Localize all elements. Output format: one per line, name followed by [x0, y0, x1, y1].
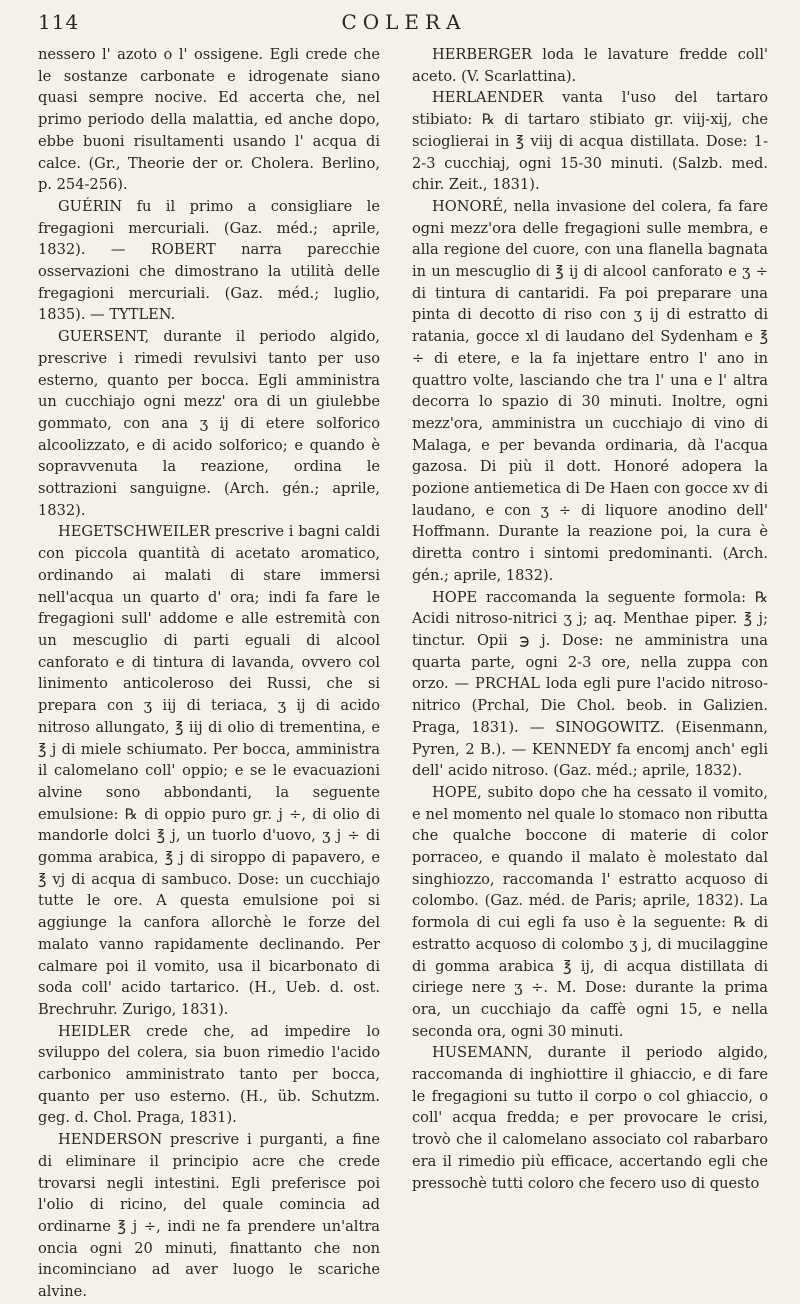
paragraph: GUERSENT, durante il periodo algido, prescrive i rimedi revulsivi tanto per uso esterno, quanto per bocca. Egli amministra un cucchiajo ogni mezz' ora di un giulebbe gommato, con ana ʒ ij di etere solforico alcoolizzato, e di acido solforico; e quando è sopravvenuta la reazione, ordina le sottrazioni sanguigne. (Arch. gén.; aprile, 1832).	[38, 328, 380, 519]
paragraph: HONORÉ, nella invasione del colera, fa fare ogni mezz'ora delle fregagioni sulle membra, e alla regione del cuore, con una flanella bagnata in un mescuglio di ℥ ij di alcool canforato e ʒ ÷ di tintura di cantaridi. Fa poi preparare una pinta di decotto di riso con ʒ ij di estratto di ratania, gocce xl di laudano del Sydenham e ℥ ÷ di etere, e la fa injettare entro l' ano in quattro volte, lasciando che tra l' una e l' altra decorra lo spazio di 30 minuti. Inoltre, ogni mezz'ora, amministra un cucchiajo di vino di Malaga, e per bevanda ordinaria, dà l'acqua gazosa. Di più il dott. Honoré adopera la pozione antiemetica di De Haen con gocce xv di laudano, e con ʒ ÷ di liquore anodino dell' Hoffmann. Durante la reazione poi, la cura è diretta contro i sintomi predominanti. (Arch. gén.; aprile, 1832).	[412, 197, 768, 584]
page-header	[38, 8, 770, 48]
running-head: COLERA	[341, 10, 467, 34]
paragraph: GUÉRIN fu il primo a consigliare le fregagioni mercuriali. (Gaz. méd.; aprile, 1832). — ROBERT narra parecchie osservazioni che dimostrano la utilità delle fregagioni mercuriali. (Gaz. méd.; luglio, 1835). — TYTLEN.	[38, 197, 380, 324]
paragraph: nessero l' azoto o l' ossigene. Egli crede che le sostanze carbonate e idrogenate siano quasi sempre nocive. Ed accerta che, nel primo periodo della malattia, ed anche dopo, ebbe buoni risultamenti usando l' acqua di calce. (Gr., Theorie der or. Cholera. Berlino, p. 254-256).	[38, 46, 380, 194]
paragraph: HEIDLER crede che, ad impedire lo sviluppo del colera, sia buon rimedio l'acido carbonico amministrato tanto per bocca, quanto per uso esterno. (H., üb. Schutzm. geg. d. Chol. Praga, 1831).	[38, 1022, 380, 1127]
left-column	[38, 44, 380, 1303]
paragraph: HOPE, subito dopo che ha cessato il vomito, e nel momento nel quale lo stomaco non ributta che qualche boccone di materie di color porraceo, e quando il malato è molestato dal singhiozzo, raccomanda l' estratto acquoso di colombo. (Gaz. méd. de Paris; aprile, 1832). La formola di cui egli fa uso è la seguente: ℞ di estratto acquoso di colombo ʒ j, di mucilaggine di gomma arabica ℥ ij, di acqua distillata di ciriege nere ʒ ÷. M. Dose: durante la prima ora, un cucchiajo da caffè ogni 15, e nella seconda ora, ogni 30 minuti.	[412, 783, 768, 1040]
paragraph: HUSEMANN, durante il periodo algido, raccomanda di inghiottire il ghiaccio, e di fare le fregagioni su tutto il corpo o col ghiaccio, o coll' acqua fredda; e per provocare le crisi, trovò che il calomelano associato col rabarbaro era il rimedio più efficace, accertando egli che pressochè tutti coloro che fecero uso di questo	[412, 1044, 768, 1192]
paragraph: HOPE raccomanda la seguente formola: ℞ Acidi nitroso-nitrici ʒ j; aq. Menthae piper. ℥ j; tinctur. Opii ℈ j. Dose: ne amministra una quarta parte, ogni 2-3 ore, nella zuppa con orzo. — PRCHAL loda egli pure l'acido nitroso-nitrico (Prchal, Die Chol. beob. in Galizien. Praga, 1831). — SINOGOWITZ. (Eisenmann, Pyren, 2 B.). — KENNEDY fa encomj anch' egli dell' acido nitroso. (Gaz. méd.; aprile, 1832).	[412, 588, 768, 780]
page-number: 114	[38, 10, 80, 34]
paragraph: HERLAENDER vanta l'uso del tartaro stibiato: ℞ di tartaro stibiato gr. viij-xij, che scioglierai in ℥ viij di acqua distillata. Dose: 1-2-3 cucchiaj, ogni 15-30 minuti. (Salzb. med. chir. Zeit., 1831).	[412, 89, 768, 194]
right-column	[412, 44, 768, 1194]
paragraph: HENDERSON prescrive i purganti, a fine di eliminare il principio acre che crede trovarsi negli intestini. Egli preferisce poi l'olio di ricino, del quale comincia ad ordinarne ℥ j ÷, indi ne fa prendere un'altra oncia ogni 20 minuti, finattanto che non incominciano ad aver luogo le scariche alvine.	[38, 1131, 380, 1301]
paragraph: HERBERGER loda le lavature fredde coll' aceto. (V. Scarlattina).	[412, 46, 768, 85]
paragraph: HEGETSCHWEILER prescrive i bagni caldi con piccola quantità di acetato aromatico, ordinando ai malati di stare immersi nell'acqua un quarto d' ora; indi fa fare le fregagioni sull' addome e alle estremità con un mescuglio di parti eguali di alcool canforato e di tintura di lavanda, ovvero col linimento anticoleroso dei Russi, che si prepara con ʒ iij di teriaca, ʒ ij di acido nitroso allungato, ℥ iij di olio di trementina, e ℥ j di miele schiumato. Per bocca, amministra il calomelano coll' oppio; e se le evacuazioni alvine sono abbondanti, la seguente emulsione: ℞ di oppio puro gr. j ÷, di olio di mandorle dolci ℥ j, un tuorlo d'uovo, ʒ j ÷ di gomma arabica, ℥ j di siroppo di papavero, e ℥ vj di acqua di sambuco. Dose: un cucchiajo tutte le ore. A questa emulsione poi si aggiunge la canfora allorchè le forze del malato vanno rapidamente declinando. Per calmare poi il vomito, usa il bicarbonato di soda coll' acido tartarico. (H., Ueb. d. ost. Brechruhr. Zurigo, 1831).	[38, 523, 380, 1018]
